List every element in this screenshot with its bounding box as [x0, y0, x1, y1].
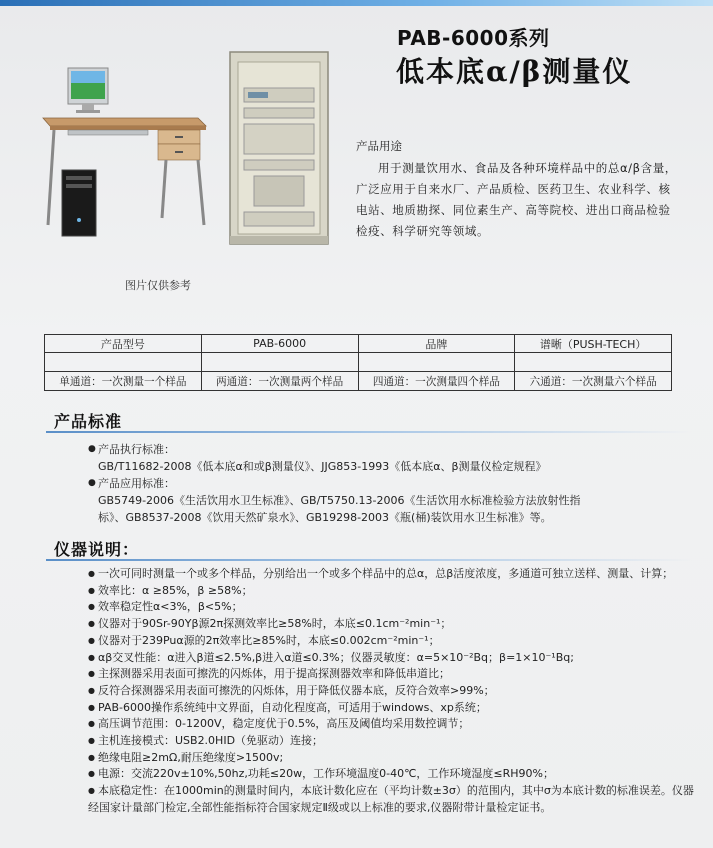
standard-exec-text: GB/T11682-2008《低本底α和或β测量仪》、JJG853-1993《低本底α、β测量仪检定规程》 [98, 460, 547, 473]
list-item: ● 效率稳定性α<3%，β<5%； [88, 599, 694, 616]
standards-list [88, 441, 688, 526]
spec-brand-value: 谱晰（PUSH-TECH） [515, 335, 672, 353]
standard-app-text-b: 标》、GB8537-2008《饮用天然矿泉水》、GB19298-2003《瓶(桶)装饮用水卫生标准》等。 [98, 511, 552, 524]
product-title: 低本底α/β测量仪 [396, 55, 633, 88]
list-item: ● 产品执行标准： [88, 443, 175, 456]
list-item: ● 反符合探测器采用表面可擦洗的闪烁体，用于降低仪器本底，反符合效率>99%； [88, 683, 694, 700]
desk-computer-image [38, 60, 208, 250]
channel-6-cell: 六通道：一次测量六个样品 [515, 372, 672, 391]
table-cell [201, 353, 358, 372]
list-item: ● 本底稳定性：在1000min的测量时间内，本底计数化应在（平均计数±3σ）的范围内，其中σ为本底计数的标准误差。仪器经国家计量部门检定,全部性能指标符合国家规定Ⅱ级或以上标准的要求,仪器附带计量检定证书。 [88, 783, 694, 815]
table-row [45, 335, 672, 353]
section-divider [46, 431, 692, 433]
standard-exec-label: 产品执行标准： [98, 443, 175, 456]
table-row [45, 372, 672, 391]
list-item: ● 仪器对于239Puα源的2π效率比≥85%时，本底≤0.002cm⁻²min⁻¹； [88, 633, 694, 650]
standard-app-label: 产品应用标准： [98, 477, 175, 490]
instrument-list [88, 566, 694, 816]
list-item: ● 电源：交流220v±10%,50hz,功耗≤20w，工作环境温度0-40℃，工作环境湿度≤RH90%； [88, 766, 694, 783]
table-row [45, 353, 672, 372]
list-item: ● 效率比：α ≥85%，β ≥58%； [88, 583, 694, 600]
standards-heading: 产品标准 [54, 412, 123, 431]
series-title: PAB-6000系列 [397, 26, 550, 50]
list-item: ● αβ交叉性能：α进入β道≤2.5%,β进入α道≤0.3%；仪器灵敏度：α=5×10⁻²Bq；β=1×10⁻¹Bq; [88, 650, 694, 667]
spec-model-value: PAB-6000 [201, 335, 358, 353]
list-item: ● 主机连接模式：USB2.0HID（免驱动）连接； [88, 733, 694, 750]
usage-text: 用于测量饮用水、食品及各种环境样品中的总α/β含量，广泛应用于自来水厂、产品质检、医药卫生、农业科学、核电站、地质勘探、同位素生产、高等院校、进出口商品检验检疫、科学研究等领域。 [356, 161, 677, 238]
instrument-cabinet-image [226, 48, 332, 248]
list-item: ● PAB-6000操作系统纯中文界面，自动化程度高，可适用于windows、xp系统； [88, 700, 694, 717]
channel-2-cell: 两通道：一次测量两个样品 [201, 372, 358, 391]
channel-1-cell: 单通道：一次测量一个样品 [45, 372, 202, 391]
list-item: ● 一次可同时测量一个或多个样品，分别给出一个或多个样品中的总α，总β活度浓度，多通道可独立送样、测量、计算； [88, 566, 694, 583]
list-item: ● 绝缘电阻≥2mΩ,耐压绝缘度>1500v; [88, 750, 694, 767]
table-cell [358, 353, 515, 372]
spec-table [44, 334, 672, 391]
image-caption: 图片仅供参考 [125, 279, 191, 292]
channel-4-cell: 四通道：一次测量四个样品 [358, 372, 515, 391]
list-item: ● 仪器对于90Sr-90Yβ源2π探测效率比≥58%时，本底≤0.1cm⁻²min⁻¹； [88, 616, 694, 633]
list-item: ● 主探测器采用表面可擦洗的闪烁体，用于提高探测器效率和降低串道比； [88, 666, 694, 683]
spec-brand-label: 品牌 [358, 335, 515, 353]
section-divider [46, 559, 692, 561]
top-accent-bar [0, 0, 713, 6]
usage-heading: 产品用途 [356, 139, 402, 153]
instrument-heading: 仪器说明： [54, 540, 140, 559]
standard-app-text-a: GB5749-2006《生活饮用水卫生标准》、GB/T5750.13-2006《生活饮用水标准检验方法放射性指 [98, 494, 581, 507]
table-cell [515, 353, 672, 372]
list-item: ● 高压调节范围：0-1200V，稳定度优于0.5%，高压及阈值均采用数控调节； [88, 716, 694, 733]
usage-section [356, 138, 678, 242]
list-item: ● 产品应用标准： [88, 477, 175, 490]
table-cell [45, 353, 202, 372]
spec-model-label: 产品型号 [45, 335, 202, 353]
